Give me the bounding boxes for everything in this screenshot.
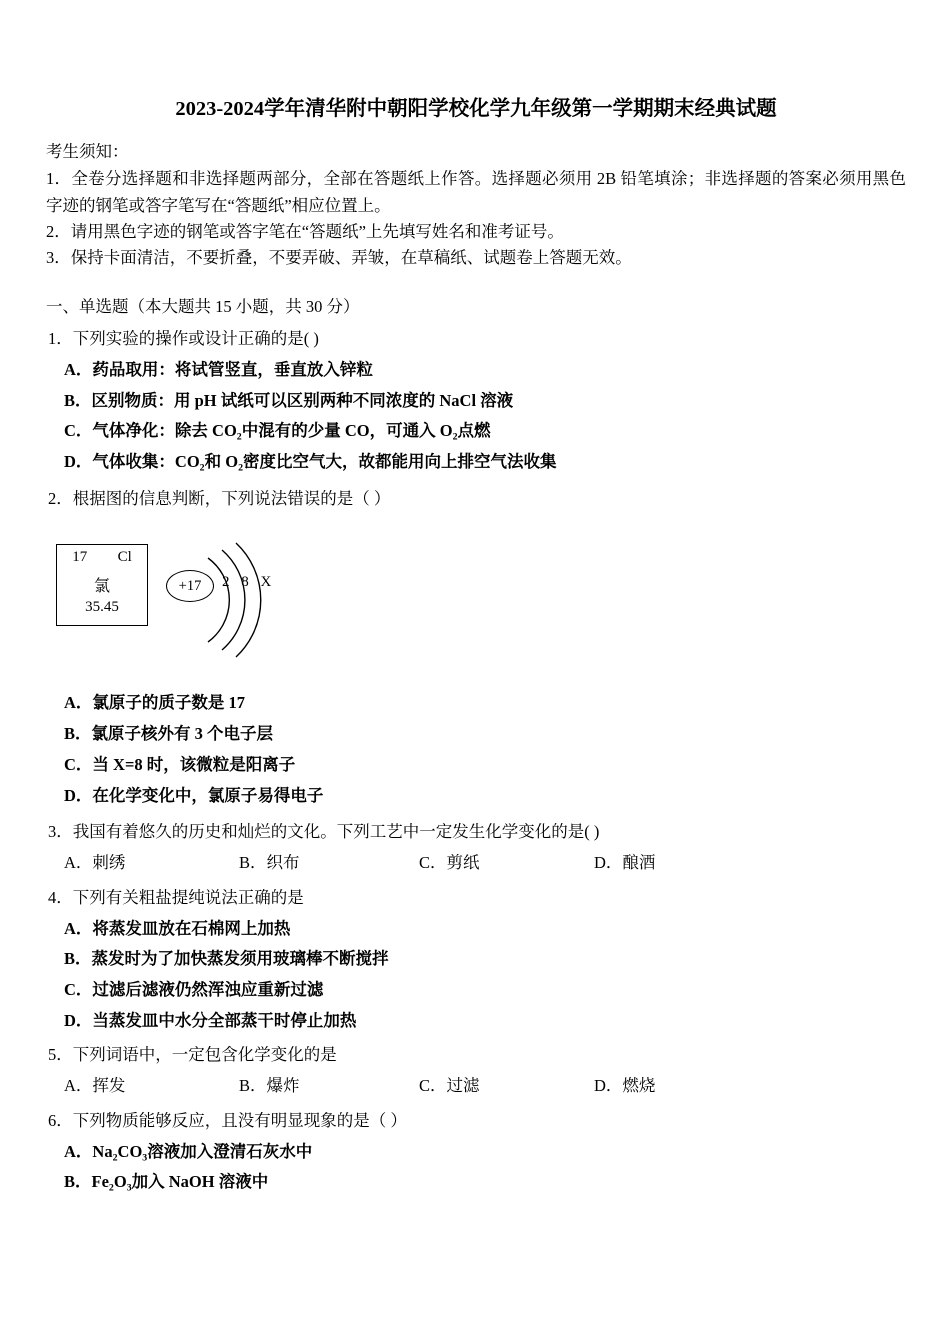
question-option: C．过滤 bbox=[419, 1076, 480, 1096]
question-options-row bbox=[46, 850, 906, 877]
notice-line-3: 3．保持卡面清洁，不要折叠，不要弄破、弄皱，在草稿纸、试题卷上答题无效。 bbox=[46, 248, 632, 268]
question-option: A．Na₂CO₃溶液加入澄清石灰水中 bbox=[64, 1141, 313, 1161]
section-title: 一、单选题（本大题共 15 小题，共 30 分） bbox=[46, 296, 360, 316]
notice-heading: 考生须知： bbox=[46, 141, 129, 161]
question-option: A．刺绣 bbox=[64, 853, 126, 873]
question-option: A．将蒸发皿放在石棉网上加热 bbox=[64, 918, 291, 938]
question-option: C．剪纸 bbox=[419, 853, 480, 873]
electron-shell-arcs bbox=[156, 530, 346, 670]
question-stem: 1．下列实验的操作或设计正确的是( ) bbox=[48, 329, 319, 349]
question-option: A．氯原子的质子数是 17 bbox=[64, 693, 246, 713]
element-name: 氯 bbox=[93, 578, 110, 596]
notice-line-2: 2．请用黑色字迹的钢笔或答字笔在“答题纸”上先填写姓名和准考证号。 bbox=[46, 221, 564, 241]
atomic-number: 17 bbox=[72, 549, 88, 566]
question-stem: 4．下列有关粗盐提纯说法正确的是 bbox=[48, 887, 304, 907]
question-option: B．爆炸 bbox=[239, 1076, 300, 1096]
question-option: D．在化学变化中，氯原子易得电子 bbox=[64, 785, 324, 805]
question-option: D．当蒸发皿中水分全部蒸干时停止加热 bbox=[64, 1010, 357, 1030]
question-option: C．当 X=8 时，该微粒是阳离子 bbox=[64, 754, 296, 774]
element-symbol: Cl bbox=[117, 549, 132, 566]
question-stem: 6．下列物质能够反应，且没有明显现象的是（ ） bbox=[48, 1110, 407, 1130]
question-option: D．气体收集：CO₂和 O₂密度比空气大，故都能用向上排空气法收集 bbox=[64, 452, 557, 472]
shell-electron-counts: 2 8 X bbox=[222, 574, 276, 591]
question-option: D．燃烧 bbox=[594, 1076, 656, 1096]
atom-structure-figure bbox=[46, 530, 906, 680]
atomic-mass: 35.45 bbox=[85, 599, 119, 616]
question-option: B．织布 bbox=[239, 853, 300, 873]
document-content bbox=[46, 96, 906, 1200]
question-option: C．过滤后滤液仍然浑浊应重新过滤 bbox=[64, 979, 324, 999]
question-option: C．气体净化：除去 CO₂中混有的少量 CO，可通入 O₂点燃 bbox=[64, 421, 491, 441]
question-option: B．蒸发时为了加快蒸发须用玻璃棒不断搅拌 bbox=[64, 949, 389, 969]
question-stem: 2．根据图的信息判断，下列说法错误的是（ ） bbox=[48, 488, 391, 508]
element-info-box bbox=[56, 544, 148, 626]
nucleus-charge: +17 bbox=[166, 570, 214, 602]
page-title: 2023-2024学年清华附中朝阳学校化学九年级第一学期期末经典试题 bbox=[175, 98, 777, 120]
question-option: D．酿酒 bbox=[594, 853, 656, 873]
question-option: B．区别物质：用 pH 试纸可以区别两种不同浓度的 NaCl 溶液 bbox=[64, 390, 514, 410]
question-option: A．挥发 bbox=[64, 1076, 126, 1096]
question-option: B．氯原子核外有 3 个电子层 bbox=[64, 724, 274, 744]
question-option: B．Fe₂O₃加入 NaOH 溶液中 bbox=[64, 1172, 269, 1192]
question-stem: 3．我国有着悠久的历史和灿烂的文化。下列工艺中一定发生化学变化的是( ) bbox=[48, 822, 600, 842]
question-options-row bbox=[46, 1073, 906, 1100]
question-stem: 5．下列词语中，一定包含化学变化的是 bbox=[48, 1045, 337, 1065]
notice-line-1: 1．全卷分选择题和非选择题两部分，全部在答题纸上作答。选择题必须用 2B 铅笔填涂；非选择题的答案必须用黑色字迹的钢笔或答字笔写在“答题纸”相应位置上。 bbox=[46, 169, 906, 215]
question-option: A．药品取用：将试管竖直，垂直放入锌粒 bbox=[64, 359, 373, 379]
